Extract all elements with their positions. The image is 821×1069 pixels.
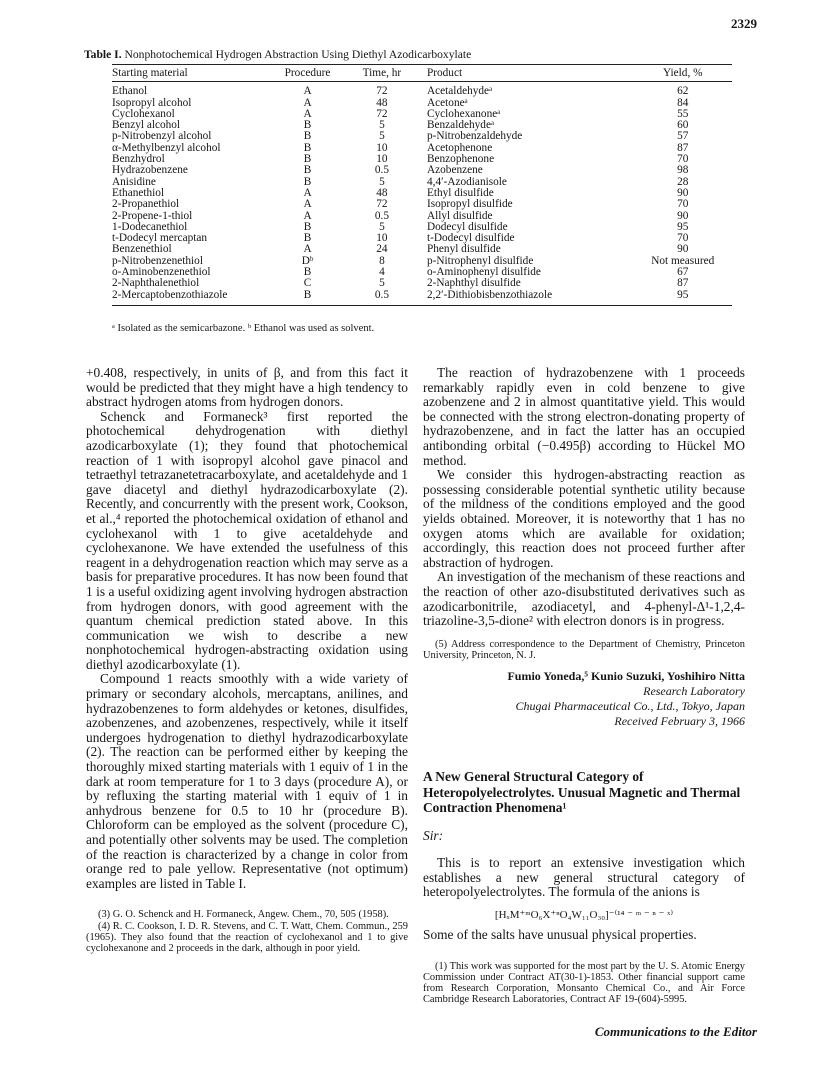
cell-starting-material: Benzhydrol: [112, 153, 165, 166]
table-body: [112, 82, 732, 306]
results-table: [112, 64, 732, 306]
cell-product: 2-Naphthyl disulfide: [426, 277, 521, 290]
table-row: [112, 98, 732, 109]
cell-yield: 28: [677, 175, 689, 188]
cell-product: Acetoneᵃ: [426, 96, 468, 109]
cell-starting-material: p-Nitrobenzyl alcohol: [112, 130, 212, 143]
table-row: [112, 244, 732, 255]
cell-yield: 70: [677, 198, 689, 211]
cell-time: 4: [379, 266, 385, 279]
reference-5: (5) Address correspondence to the Department of Chemistry, Princeton University, Princeton, N. J.: [423, 638, 745, 661]
cell-time: 5: [379, 220, 385, 233]
cell-time: 10: [376, 153, 388, 166]
cell-yield: 62: [677, 85, 689, 98]
table-header-row: [112, 65, 732, 82]
cell-starting-material: Ethanethiol: [112, 186, 165, 199]
cell-yield: 87: [677, 141, 689, 154]
reference-3: (3) G. O. Schenck and H. Formaneck, Angew. Chem., 70, 505 (1958).: [98, 909, 389, 921]
table-row: [112, 290, 732, 306]
body-paragraph: An investigation of the mechanism of these reactions and the reaction of other azo-disubstituted derivatives such as azodicarbonitrile, azodiacetyl, and 4-phenyl-Δ¹-1,2,4-triazoline-3,5-dione² with electron donors is in progress.: [423, 569, 745, 629]
signature-block: [423, 669, 745, 729]
cell-yield: 70: [677, 232, 689, 245]
cell-yield: 90: [677, 186, 689, 199]
table-caption: [84, 48, 471, 61]
cell-procedure: B: [303, 266, 312, 279]
cell-procedure: B: [303, 141, 312, 154]
header-time: Time, hr: [347, 65, 417, 82]
cell-time: 0.5: [374, 164, 389, 177]
cell-procedure: B: [303, 220, 312, 233]
cell-time: 72: [376, 198, 388, 211]
cell-procedure: B: [303, 164, 312, 177]
article-title: A New General Structural Category of Heteropolyelectrolytes. Unusual Magnetic and Thermal Contraction Phenomena¹: [423, 769, 741, 815]
cell-starting-material: o-Aminobenzenethiol: [112, 266, 211, 279]
cell-starting-material: 2-Propene-1-thiol: [112, 209, 193, 222]
table-caption-text: Nonphotochemical Hydrogen Abstraction Using Diethyl Azodicarboxylate: [124, 48, 472, 61]
cell-product: Benzaldehydeᵃ: [426, 119, 495, 132]
cell-product: t-Dodecyl disulfide: [426, 232, 515, 245]
cell-product: p-Nitrobenzaldehyde: [426, 130, 523, 143]
cell-starting-material: 2-Naphthalenethiol: [112, 277, 200, 290]
cell-time: 24: [376, 243, 388, 256]
cell-time: 5: [379, 119, 385, 132]
cell-starting-material: p-Nitrobenzenethiol: [112, 254, 203, 267]
body-paragraph: We consider this hydrogen-abstracting reaction as possessing considerable potential synthetic utility because of the mildness of the conditions employed and the good yields obtained. Moreover, it is noteworthy that 1 has no oxygen atoms which are available for oxidation; accordingly, this reaction does not proceed further after abstraction of hydrogen.: [423, 467, 745, 570]
table-row: [112, 188, 732, 199]
cell-yield: 87: [677, 277, 689, 290]
cell-starting-material: t-Dodecyl mercaptan: [112, 232, 208, 245]
header-yield: Yield, %: [633, 65, 732, 82]
cell-procedure: B: [268, 290, 347, 306]
cell-procedure: A: [303, 198, 312, 211]
table-row: [112, 233, 732, 244]
cell-starting-material: Isopropyl alcohol: [112, 96, 192, 109]
cell-time: 5: [379, 277, 385, 290]
cell-starting-material: 2-Mercaptobenzothiazole: [112, 290, 268, 306]
cell-product: Isopropyl disulfide: [426, 198, 513, 211]
cell-procedure: B: [303, 130, 312, 143]
cell-procedure: Dᵇ: [301, 254, 314, 267]
table-row: [112, 154, 732, 165]
anion-formula: [HₓM⁺ᵐO₆X⁺ⁿO₄W₁₁O₃₀]⁻⁽¹⁴ ⁻ ᵐ ⁻ ⁿ ⁻ ˣ⁾: [494, 908, 674, 921]
table-row: [112, 109, 732, 120]
right-column: [423, 366, 745, 1006]
table-row: [112, 278, 732, 289]
cell-yield: 90: [677, 209, 689, 222]
authors: Fumio Yoneda,⁵ Kunio Suzuki, Yoshihiro Nitta: [507, 669, 745, 684]
cell-time: 0.5: [374, 209, 389, 222]
cell-product: Benzophenone: [426, 153, 495, 166]
body-paragraph: This is to report an extensive investigation which establishes a new general structural category of heteropolyelectrolytes. The formula of the anions is: [423, 854, 745, 900]
cell-starting-material: 2-Propanethiol: [112, 198, 180, 211]
left-column: [86, 366, 408, 954]
page-number: 2329: [731, 16, 757, 31]
cell-procedure: B: [303, 175, 312, 188]
cell-yield: 90: [677, 243, 689, 256]
cell-starting-material: 1-Dodecanethiol: [112, 220, 188, 233]
cell-yield: 70: [677, 153, 689, 166]
cell-yield: 84: [677, 96, 689, 109]
cell-product: o-Aminophenyl disulfide: [426, 266, 541, 279]
table-footnote: ᵃ Isolated as the semicarbazone. ᵇ Ethanol was used as solvent.: [112, 323, 375, 334]
cell-starting-material: Anisidine: [112, 175, 156, 188]
cell-yield: 55: [677, 107, 689, 120]
table-row: [112, 165, 732, 176]
table-row: [112, 143, 732, 154]
received-date: Received February 3, 1966: [614, 714, 745, 729]
cell-product: Acetophenone: [426, 141, 493, 154]
cell-starting-material: Ethanol: [112, 85, 148, 98]
body-paragraph: Compound 1 reacts smoothly with a wide variety of primary or secondary alcohols, mercaptans, anilines, and hydrazobenzenes to form aldehydes or ketones, disulfides, azobenzenes, and azobenzenes, respectively, while it itself undergoes hydrogenation to diethyl hydrazodicarboxylate (2). The reaction can be performed either by keeping the thoroughly mixed starting materials with 1 equiv of 1 in the dark at room temperature for 1 to 3 days (procedure A), or by refluxing the starting material with 1 equiv of 1 in anhydrous benzene for 0.5 to 10 hr (procedure B). Chloroform can be employed as the solvent (procedure C), and potentially other solvents may be used. The completion of the reaction is characterized by a change in color from orange red to pale yellow. Representative (not optimum) examples are listed in Table I.: [86, 671, 408, 891]
cell-yield: 95: [633, 290, 732, 306]
cell-starting-material: Benzyl alcohol: [112, 119, 181, 132]
cell-procedure: A: [303, 107, 312, 120]
cell-product: 4,4′-Azodianisole: [426, 175, 507, 188]
cell-procedure: B: [303, 232, 312, 245]
cell-time: 5: [379, 175, 385, 188]
reference-5-block: [423, 639, 745, 661]
table-row: [112, 82, 732, 98]
cell-starting-material: α-Methylbenzyl alcohol: [112, 141, 221, 154]
cell-procedure: B: [303, 153, 312, 166]
cell-time: 10: [376, 141, 388, 154]
header-product: Product: [417, 65, 634, 82]
table-row: [112, 211, 732, 222]
table-row: [112, 199, 732, 210]
table-row: [112, 267, 732, 278]
cell-yield: 67: [677, 266, 689, 279]
cell-yield: 60: [677, 119, 689, 132]
cell-time: 72: [376, 85, 388, 98]
cell-procedure: B: [303, 119, 312, 132]
cell-time: 10: [376, 232, 388, 245]
cell-product: Acetaldehydeᵃ: [426, 85, 493, 98]
header-procedure: Procedure: [268, 65, 347, 82]
cell-yield: 95: [677, 220, 689, 233]
cell-procedure: A: [303, 209, 312, 222]
cell-yield: Not measured: [651, 254, 715, 267]
cell-time: 48: [376, 186, 388, 199]
cell-procedure: A: [303, 186, 312, 199]
header-starting-material: Starting material: [112, 65, 268, 82]
body-paragraph: The reaction of hydrazobenzene with 1 proceeds remarkably rapidly even in cold benzene to give azobenzene and 2 in almost quantitative yield. This would be connected with the strong electron-donating property of hydrazobenzene, and in fact the latter has an occupied antibonding orbital (−0.495β) according to Hückel MO method.: [423, 365, 745, 468]
cell-time: 72: [376, 107, 388, 120]
cell-procedure: A: [303, 96, 312, 109]
body-paragraph: +0.408, respectively, in units of β, and from this fact it would be predicted that they might have a high tendency to abstract hydrogen atoms from hydrogen donors.: [86, 365, 408, 410]
salutation: Sir:: [423, 828, 444, 844]
cell-procedure: A: [303, 243, 312, 256]
cell-starting-material: Benzenethiol: [112, 243, 172, 256]
cell-yield: 98: [677, 164, 689, 177]
cell-product: Cyclohexanoneᵃ: [426, 107, 501, 120]
running-footer: Communications to the Editor: [594, 1024, 757, 1039]
cell-product: Phenyl disulfide: [426, 243, 501, 256]
cell-product: Azobenzene: [426, 164, 483, 177]
cell-product: Ethyl disulfide: [426, 186, 494, 199]
affiliation-lab: Research Laboratory: [643, 684, 745, 699]
cell-product: 2,2′-Dithiobisbenzothiazole: [417, 290, 634, 306]
reference-1: (1) This work was supported for the most part by the U. S. Atomic Energy Commission under Contract AT(30-1)-1853. Other financial support came from Research Corporation, Monsanto Chemical Co., and Air Force Cambridge Research Laboratories, Contract AF 19-(604)-5995.: [423, 960, 745, 1006]
cell-time: 8: [379, 254, 385, 267]
body-paragraph: Some of the salts have unusual physical properties.: [423, 927, 697, 943]
cell-yield: 57: [677, 130, 689, 143]
cell-starting-material: Cyclohexanol: [112, 107, 175, 120]
cell-procedure: A: [303, 85, 312, 98]
cell-product: Dodecyl disulfide: [426, 220, 508, 233]
table-row: [112, 177, 732, 188]
cell-time: 48: [376, 96, 388, 109]
cell-time: 5: [379, 130, 385, 143]
affiliation-company: Chugai Pharmaceutical Co., Ltd., Tokyo, Japan: [515, 699, 745, 714]
cell-product: p-Nitrophenyl disulfide: [426, 254, 534, 267]
reference-1-block: [423, 961, 745, 1006]
cell-product: Allyl disulfide: [426, 209, 493, 222]
results-table-container: [112, 64, 732, 306]
reference-4: (4) R. C. Cookson, I. D. R. Stevens, and C. T. Watt, Chem. Commun., 259 (1965). They also found that the reaction of cyclohexanol and 1 to give cyclohexanone and 2 proceeds in the dark, although in poor yield.: [86, 920, 408, 954]
table-caption-label: Table I.: [84, 48, 122, 61]
body-paragraph: Schenck and Formaneck³ first reported the photochemical dehydrogenation with diethyl azodicarboxylate (1); they found that photochemical reaction of 1 with isopropyl alcohol gave pinacol and tetraethyl tetrazanetetracarboxylate, and acetaldehyde and 1 gave diacetyl and diethyl hydrazodicarboxylate (2). Recently, and concurrently with the present work, Cookson, et al.,⁴ reported the photochemical oxidation of ethanol and cyclohexanol with 1 to give acetaldehyde and cyclohexanone. We have extended the usefulness of this reagent in a dehydrogenation reaction which may serve as a basis for preparative procedures. It has now been found that 1 is a useful oxidizing agent involving hydrogen abstraction from hydrogen donors, with good agreement with the quantum chemical prediction stated above. In this communication we wish to describe a new nonphotochemical hydrogen-abstracting oxidation using diethyl azodicarboxylate (1).: [86, 408, 408, 672]
cell-time: 0.5: [347, 290, 417, 306]
footnote-references: [86, 909, 408, 954]
cell-procedure: C: [303, 277, 312, 290]
cell-starting-material: Hydrazobenzene: [112, 164, 188, 177]
